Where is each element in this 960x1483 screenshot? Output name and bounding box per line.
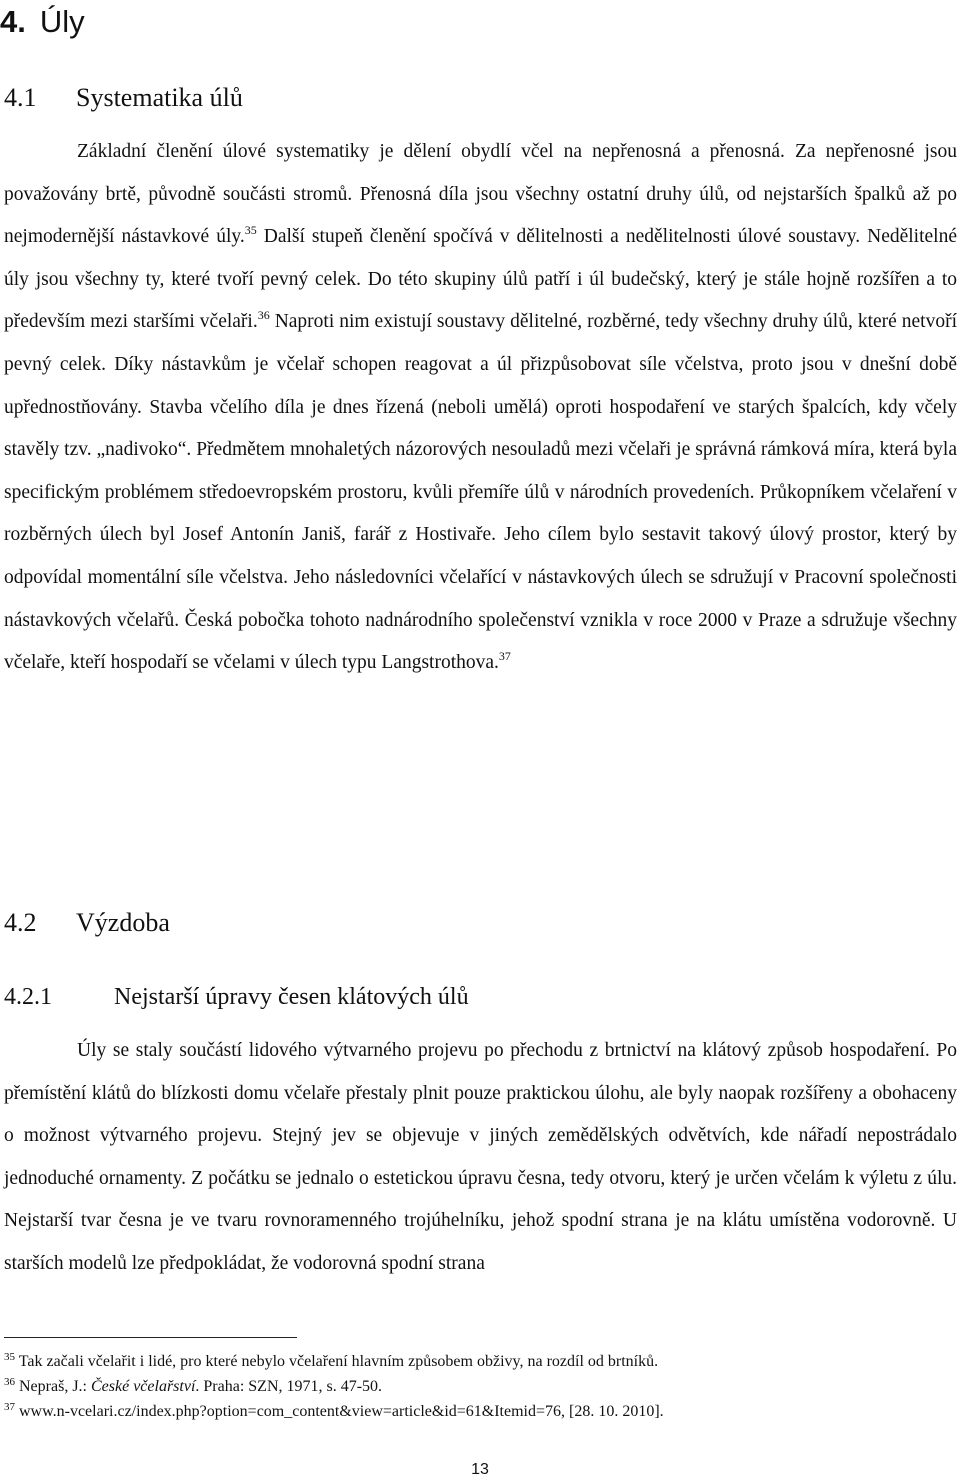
chapter-heading	[0, 2, 85, 42]
footnote-marker: 36	[4, 1376, 15, 1388]
subsection-heading-4-2-1	[4, 981, 469, 1013]
footnote-ref: 36	[257, 308, 270, 323]
footnote-title: České včelařství	[90, 1378, 196, 1395]
footnote-35	[4, 1352, 658, 1372]
footnote-text: Tak začali včelařit i lidé, pro které nebylo včelaření hlavním způsobem obživy, na rozdíl od brtníků.	[18, 1353, 659, 1370]
footnote-marker: 37	[4, 1401, 15, 1413]
footnote-separator	[4, 1337, 297, 1338]
subsection-title: Nejstarší úpravy česen klátových úlů	[114, 984, 469, 1010]
footnote-text: Nepraš, J.:	[19, 1378, 91, 1395]
paragraph-text: Základní členění úlové systematiky je dělení obydlí včel na nepřenosná a přenosná. Za nepřenosné jsou považovány brtě, původně součásti stromů. Přenosná díla jsou všechny ostatní druhy úlů, od nejstarších špalků až po nejmodernější nástavkové úly.	[4, 141, 957, 248]
footnote-36	[4, 1377, 382, 1397]
section-heading-4-1	[4, 81, 243, 115]
footnote-text: . Praha: SZN, 1971, s. 47-50.	[195, 1378, 383, 1395]
chapter-title: Úly	[39, 4, 85, 39]
paragraph-text: Další stupeň členění spočívá v dělitelnosti a nedělitelnosti úlové soustavy. Nedělitelné úly jsou všechny ty, které tvoří pevný celek. Do této skupiny úlů patří i úl budečský, který je stále hojně rozšířen a to především mezi staršími včelaři.	[4, 226, 957, 333]
section-title: Výzdoba	[76, 908, 170, 937]
paragraph-text: Naproti nim existují soustavy dělitelné, rozběrné, tedy všechny druhy úlů, které netvoří pevný celek. Díky nástavkům je včelař schopen reagovat a úl přizpůsobovat síle včelstva, proto jsou v dnešní době upřednostňovány. Stavba včelího díla je dnes řízená (neboli umělá) oproti hospodaření ve starých špalcích, kdy včely stavěly tzv. „nadivoko“. Předmětem mnohaletých názorových nesouladů mezi včelaři je správná rámková míra, která byla specifickým problémem středoevropském prostoru, kvůli přemíře úlů v národních provedeních. Průkopníkem včelaření v rozběrných úlech byl Josef Antonín Janiš, farář z Hostivaře. Jeho cílem bylo sestavit takový úlový prostor, který by odpovídal momentální síle včelstva. Jeho následovníci včelařící v nástavkových úlech se sdružují v Pracovní společnosti nástavkových včelařů. Česká pobočka tohoto nadnárodního společenství vznikla v roce 2000 v Praze a sdružuje všechny včelaře, kteří hospodaří se včelami v úlech typu Langstrothova.	[4, 311, 957, 674]
footnote-link: www.n-vcelari.cz/index.php?option=com_content&view=article&id=61&Itemid=76, [28. 10. 2010].	[19, 1403, 664, 1420]
footnote-37	[4, 1402, 664, 1422]
footnote-marker: 35	[4, 1351, 15, 1363]
subsection-number: 4.2.1	[4, 984, 52, 1010]
section-heading-4-2	[4, 906, 170, 940]
footnote-ref: 37	[498, 649, 511, 664]
chapter-number: 4.	[0, 4, 26, 39]
section-number: 4.2	[4, 908, 37, 937]
paragraph-vyzdoba: Úly se staly součástí lidového výtvarného projevu po přechodu z brtnictví na klátový způsob hospodaření. Po přemístění klátů do blízkosti domu včelaře přestaly plnit pouze praktickou úlohu, ale byly naopak rozšířeny a obohaceny o možnost výtvarného projevu. Stejný jev se objevuje v jiných zemědělských odvětvích, kde nářadí nepostrádalo jednoduché ornamenty. Z počátku se jednalo o estetickou úpravu česna, tedy otvoru, který je určen včelám k výletu z úlu. Nejstarší tvar česna je ve tvaru rovnoramenného trojúhelníku, jehož spodní strana je na klátu umístěna vodorovně. U starších modelů lze předpokládat, že vodorovná spodní strana	[4, 1040, 957, 1274]
footnote-ref: 35	[244, 223, 257, 238]
paragraph-systematika	[4, 131, 957, 685]
page-number: 13	[471, 1461, 489, 1478]
section-title: Systematika úlů	[76, 83, 243, 112]
section-number: 4.1	[4, 83, 37, 112]
